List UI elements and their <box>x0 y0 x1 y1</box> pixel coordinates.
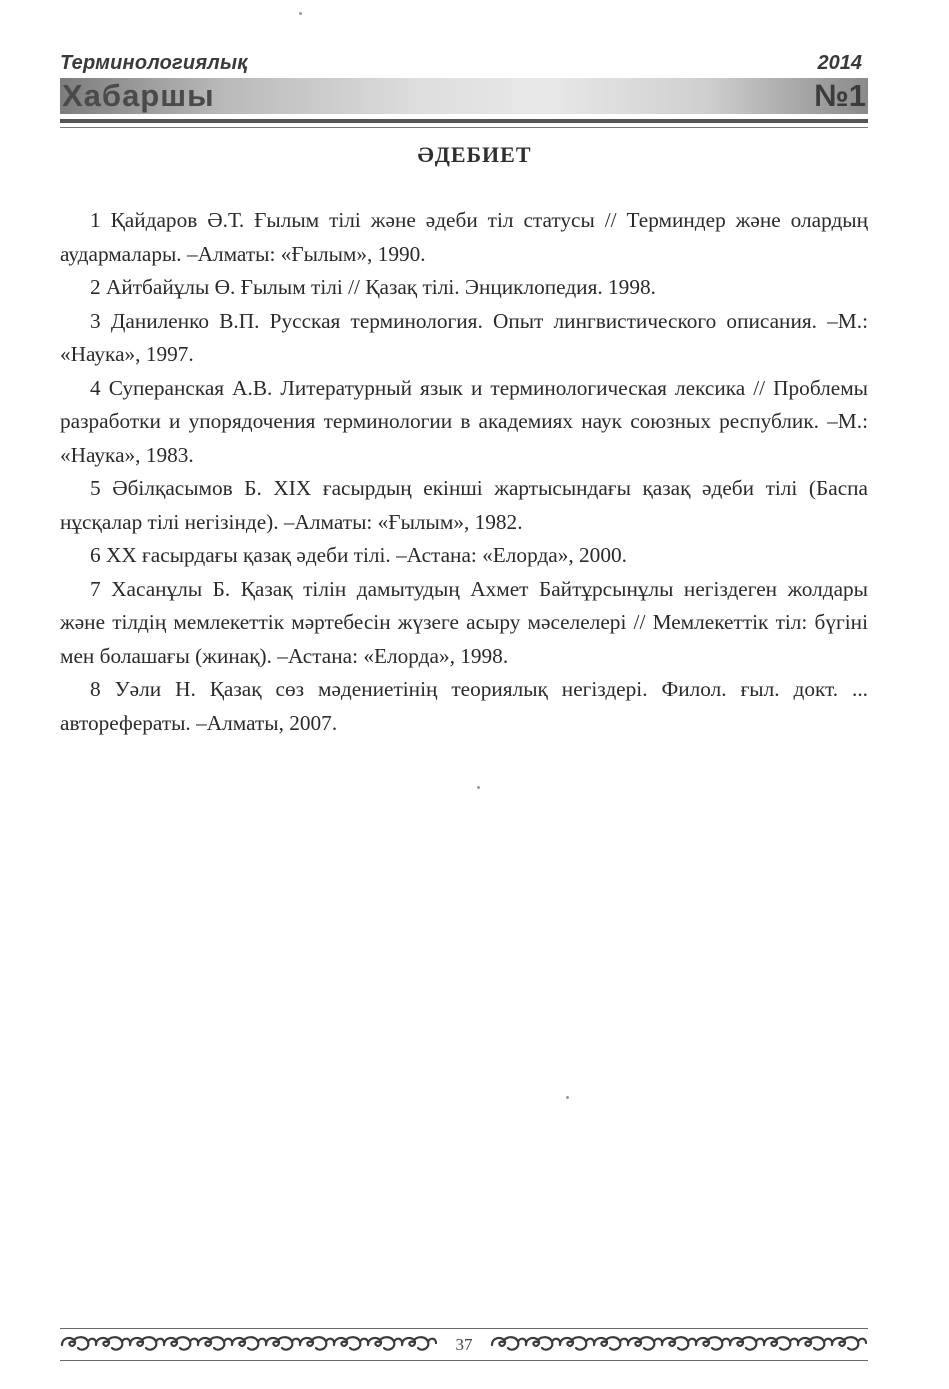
header-rule-thin <box>60 127 868 128</box>
reference-item: 5 Әбілқасымов Б. XIX ғасырдың екінші жартысындағы қазақ әдеби тілі (Баспа нұсқалар тілі негізінде). –Алматы: «Ғылым», 1982. <box>60 476 868 534</box>
reference-item: 3 Даниленко В.П. Русская терминология. Опыт лингвистического описания. –М.: «Наука», 1997. <box>60 308 868 366</box>
reference-item: 4 Суперанская А.В. Литературный язык и терминологическая лексика // Проблемы разработки и упорядочения терминологии в академиях наук союзных республик. –М.: «Наука», 1983. <box>60 375 868 467</box>
page-header <box>60 52 868 136</box>
reference-item: 7 Хасанұлы Б. Қазақ тілін дамытудың Ахмет Байтұрсынұлы негіздеген жолдары және тілдің мемлекеттік мәртебесін жүзеге асыру мәселелері // Мемлекеттік тіл: бүгіні мен болашағы (жинақ). –Астана: «Елорда», 1998. <box>60 576 868 668</box>
reference-list <box>60 204 868 740</box>
issue-number: №1 <box>814 78 866 113</box>
reference-item: 6 XX ғасырдағы қазақ әдеби тілі. –Астана: «Елорда», 2000. <box>90 543 627 567</box>
footer-rule-top <box>60 1328 868 1329</box>
page-number: 37 <box>455 1335 473 1354</box>
ornament-right-icon <box>490 1334 868 1356</box>
issue-year: 2014 <box>817 52 862 74</box>
ornament-left-icon <box>60 1334 438 1356</box>
section-title: ӘДЕБИЕТ <box>417 142 532 167</box>
reference-item: 8 Уәли Н. Қазақ сөз мәдениетінің теориялық негіздері. Филол. ғыл. докт. ... авторефераты. –Алматы, 2007. <box>60 677 868 735</box>
reference-item: 1 Қайдаров Ә.Т. Ғылым тілі және әдеби тіл статусы // Терминдер және олардың аудармалары. –Алматы: «Ғылым», 1990. <box>60 208 868 266</box>
scan-speck <box>566 1096 569 1099</box>
footer-rule-bottom <box>60 1360 868 1361</box>
journal-title: Хабаршы <box>62 78 215 113</box>
reference-item: 2 Айтбайұлы Ө. Ғылым тілі // Қазақ тілі. Энциклопедия. 1998. <box>90 275 656 299</box>
journal-subtitle: Терминологиялық <box>60 52 248 74</box>
scan-speck <box>299 12 302 15</box>
page-footer <box>60 1326 868 1366</box>
header-rule-thick <box>60 119 868 123</box>
title-band <box>60 78 868 114</box>
scan-speck <box>477 786 480 789</box>
